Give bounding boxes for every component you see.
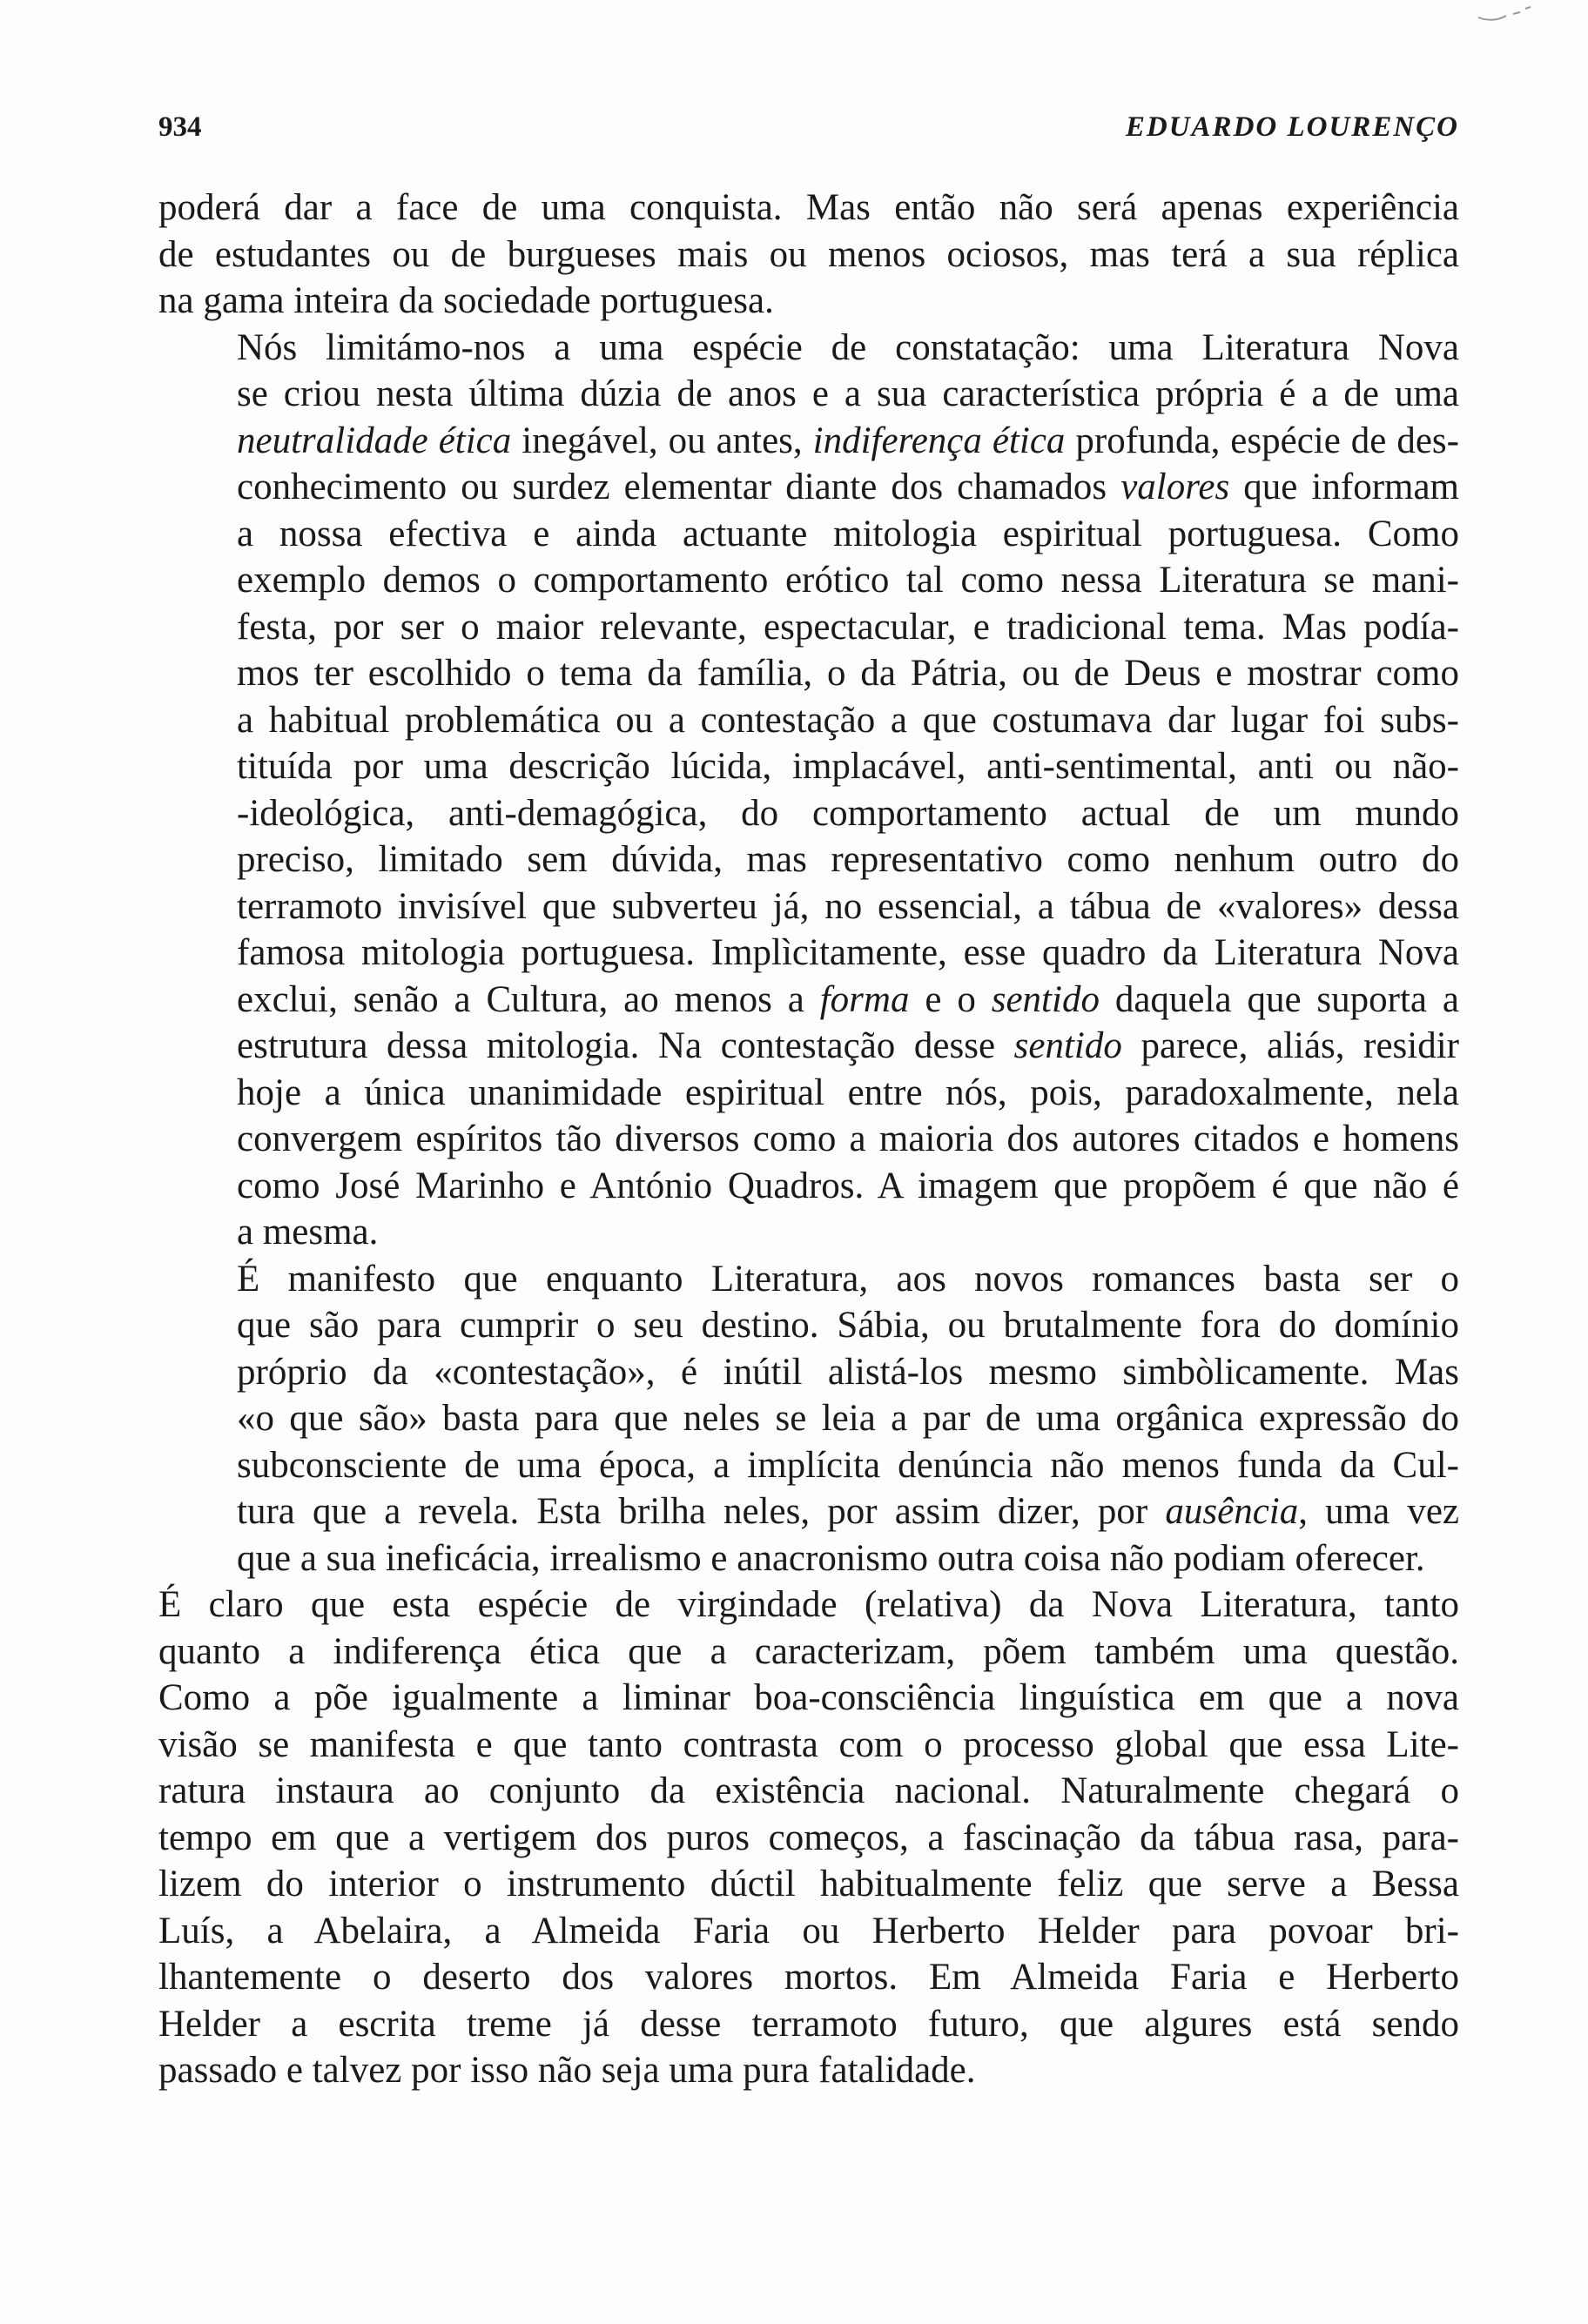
paragraph [158, 1256, 1459, 1582]
text-line [158, 1442, 1459, 1489]
text-line [158, 1256, 1459, 1303]
text-run: É claro que esta espécie de virgindade (relativa) da Nova Literatura, tanto [158, 1584, 1459, 1625]
italic-phrase: sentido [991, 978, 1100, 1020]
text-line [158, 418, 1459, 465]
text-run: parece, aliás, residir [1121, 1025, 1459, 1066]
text-run: como José Marinho e António Quadros. A imagem que propõem é que não é [237, 1165, 1459, 1206]
text-line [158, 1815, 1459, 1862]
text-run: se criou nesta última dúzia de anos e a sua característica própria é a de uma [237, 373, 1459, 414]
text-run: a nossa efectiva e ainda actuante mitologia espiritual portuguesa. Como [237, 513, 1459, 554]
text-line [158, 557, 1459, 604]
text-run: tituída por uma descrição lúcida, implacável, anti-sentimental, anti ou não- [237, 746, 1459, 787]
text-line [158, 1954, 1459, 2001]
text-run: visão se manifesta e que tanto contrasta com o processo global que essa Lite- [158, 1723, 1459, 1765]
text-run: exclui, senão a Cultura, ao menos a [237, 978, 820, 1020]
text-run: tempo em que a vertigem dos puros começos, a fascinação da tábua rasa, para- [158, 1817, 1459, 1858]
text-run: daquela que suporta a [1099, 978, 1459, 1020]
text-run: mos ter escolhido o tema da família, o da Pátria, ou de Deus e mostrar como [237, 653, 1459, 694]
text-line [158, 977, 1459, 1024]
text-line [158, 1209, 1459, 1256]
running-head [158, 111, 1459, 151]
text-run: subconsciente de uma época, a implícita denúncia não menos funda da Cul- [237, 1444, 1459, 1486]
text-run: Como a põe igualmente a liminar boa-consciência linguística em que a nova [158, 1677, 1459, 1718]
text-run: exemplo demos o comportamento erótico tal como nessa Literatura se mani- [237, 560, 1459, 601]
text-line [158, 743, 1459, 790]
text-run: festa, por ser o maior relevante, espectacular, e tradicional tema. Mas podía- [237, 606, 1459, 648]
text-line [158, 1582, 1459, 1629]
text-line [158, 1163, 1459, 1210]
text-run: a mesma. [237, 1212, 379, 1253]
text-run: convergem espíritos tão diversos como a maioria dos autores citados e homens [237, 1118, 1459, 1159]
text-run: Nós limitámo-nos a uma espécie de constatação: uma Literatura Nova [237, 326, 1459, 368]
text-run: -ideológica, anti-demagógica, do comportamento actual de um mundo [237, 792, 1459, 834]
text-line [158, 1535, 1459, 1582]
text-line [158, 2001, 1459, 2048]
page-number: 934 [158, 111, 202, 143]
text-run: Helder a escrita treme já desse terramoto futuro, que algures está sendo [158, 2003, 1459, 2045]
text-line [158, 1722, 1459, 1769]
text-run: «o que são» basta para que neles se leia a par de uma orgânica expressão do [237, 1398, 1459, 1439]
text-run: e o [909, 978, 992, 1020]
text-line [158, 836, 1459, 883]
text-line [158, 697, 1459, 744]
text-run: preciso, limitado sem dúvida, mas representativo como nenhum outro do [237, 839, 1459, 880]
text-run: famosa mitologia portuguesa. Implìcitamente, esse quadro da Literatura Nova [237, 932, 1459, 973]
text-line [158, 1349, 1459, 1396]
text-line [158, 930, 1459, 977]
text-run: lizem do interior o instrumento dúctil habitualmente feliz que serve a Bessa [158, 1864, 1459, 1904]
italic-phrase: forma [819, 978, 910, 1020]
text-line [158, 232, 1459, 279]
text-line [158, 2047, 1459, 2094]
text-line [158, 1070, 1459, 1117]
text-run: de estudantes ou de burgueses mais ou menos ociosos, mas terá a sua réplica [158, 233, 1459, 275]
text-line [158, 883, 1459, 930]
italic-phrase: sentido [1013, 1025, 1122, 1066]
text-line [158, 650, 1459, 697]
text-line [158, 1675, 1459, 1722]
italic-phrase: valores [1120, 467, 1230, 507]
text-run: quanto a indiferença ética que a caracterizam, põem também uma questão. [158, 1630, 1459, 1672]
text-line [158, 1395, 1459, 1442]
paragraph [158, 325, 1459, 1256]
paragraph [158, 1582, 1459, 2094]
text-run: inegável, ou antes, [511, 420, 813, 461]
text-line [158, 511, 1459, 558]
text-run: que informam [1229, 467, 1459, 507]
text-line [158, 464, 1459, 511]
text-run: poderá dar a face de uma conquista. Mas então não será apenas experiência [158, 187, 1459, 228]
text-run: tura que a revela. Esta brilha neles, por assim dizer, por [237, 1491, 1166, 1532]
text-line [158, 1629, 1459, 1676]
text-run: lhantemente o deserto dos valores mortos. Em Almeida Faria e Herberto [158, 1957, 1459, 1998]
text-line [158, 371, 1459, 418]
text-run: passado e talvez por isso não seja uma pura fatalidade. [158, 2050, 976, 2091]
text-run: Luís, a Abelaira, a Almeida Faria ou Herberto Helder para povoar bri- [158, 1910, 1459, 1951]
text-run: que são para cumprir o seu destino. Sábia, ou brutalmente fora do domínio [237, 1305, 1459, 1346]
text-run: ratura instaura ao conjunto da existência nacional. Naturalmente chegará o [158, 1770, 1459, 1811]
text-run: É manifesto que enquanto Literatura, aos novos romances basta ser o [237, 1258, 1459, 1300]
text-line [158, 278, 1459, 325]
paragraph [158, 185, 1459, 325]
italic-phrase: indiferença ética [812, 420, 1066, 461]
text-line [158, 185, 1459, 232]
text-run: próprio da «contestação», é inútil alistá-los mesmo simbòlicamente. Mas [237, 1351, 1459, 1393]
text-line [158, 790, 1459, 837]
text-run: estrutura dessa mitologia. Na contestação desse [237, 1025, 1014, 1066]
italic-phrase: neutralidade ética [237, 420, 512, 461]
text-line [158, 1861, 1459, 1908]
text-line [158, 1116, 1459, 1163]
text-run: terramoto invisível que subverteu já, no essencial, a tábua de «valores» dessa [237, 885, 1459, 927]
text-line [158, 604, 1459, 651]
header-author: EDUARDO LOURENÇO [1125, 111, 1459, 143]
text-run: , uma vez [1298, 1491, 1459, 1532]
scan-mark-icon [1475, 5, 1536, 24]
text-line [158, 1302, 1459, 1349]
text-run: a habitual problemática ou a contestação a que costumava dar lugar foi subs- [237, 699, 1459, 741]
text-line [158, 1768, 1459, 1815]
text-line [158, 1908, 1459, 1955]
text-run: que a sua ineficácia, irrealismo e anacronismo outra coisa não podiam oferecer. [237, 1537, 1425, 1579]
text-run: na gama inteira da sociedade portuguesa. [158, 280, 774, 321]
text-run: profunda, espécie de des- [1065, 420, 1459, 461]
text-line [158, 1488, 1459, 1535]
text-run: hoje a única unanimidade espiritual entre nós, pois, paradoxalmente, nela [237, 1071, 1459, 1113]
italic-phrase: ausência [1165, 1491, 1299, 1532]
text-run: conhecimento ou surdez elementar diante dos chamados [237, 467, 1121, 507]
body-text [158, 185, 1459, 2094]
text-line [158, 1023, 1459, 1070]
text-line [158, 325, 1459, 372]
